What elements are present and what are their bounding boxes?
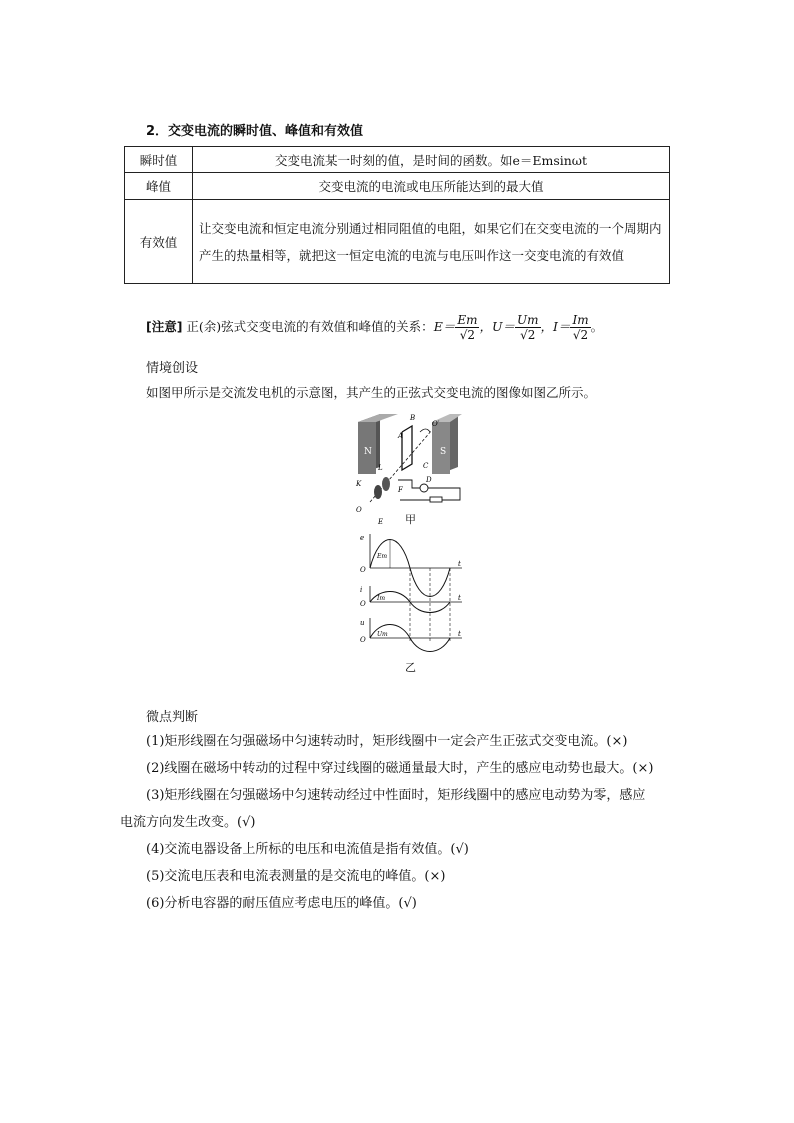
- figure-b-caption: 乙: [405, 661, 416, 674]
- u-axis-label: u: [360, 619, 365, 627]
- i-time-label: t: [458, 594, 461, 602]
- label-K: K: [356, 480, 362, 488]
- e-axis-label: e: [360, 534, 365, 542]
- slip-ring: [374, 485, 382, 499]
- i-peak-label: Im: [377, 595, 386, 602]
- table-desc: 让交变电流和恒定电流分别通过相同阻值的电阻，如果它们在交变电流的一个周期内产生的热量相等，就把这一恒定电流的电流与电压叫作这一交变电流的有效值: [193, 200, 670, 284]
- formula-I: ，I＝: [540, 319, 571, 334]
- u-time-label: t: [458, 630, 461, 638]
- judge-item: (6)分析电容器的耐压值应考虑电压的峰值。(√): [146, 896, 417, 911]
- numerator-Im: Im: [572, 313, 589, 327]
- definition-table: [124, 146, 670, 284]
- judge-item: (2)线圈在磁场中转动的过程中穿过线圈的磁通量最大时，产生的感应电动势也最大。(×): [146, 761, 654, 776]
- label-C: C: [423, 462, 429, 470]
- e-origin: O: [360, 566, 366, 574]
- magnet-n-label: N: [364, 447, 372, 457]
- section-heading: 2．交变电流的瞬时值、峰值和有效值: [146, 124, 364, 139]
- denominator-sqrt2: √2: [520, 328, 536, 342]
- note-tag: [注意]: [146, 319, 183, 334]
- judge-item: (3)矩形线圈在匀强磁场中匀速转动经过中性面时，矩形线圈中的感应电动势为零，感应: [146, 788, 646, 803]
- judge-item: (4)交流电器设备上所标的电压和电流值是指有效值。(√): [146, 842, 469, 857]
- judge-label: 微点判断: [146, 710, 199, 725]
- table-term: 有效值: [125, 200, 193, 284]
- table-desc: 交变电流某一时刻的值，是时间的函数。如e＝Emsinωt: [193, 147, 670, 173]
- table-row: [125, 200, 670, 284]
- judge-item: 电流方向发生改变。(√): [120, 815, 256, 830]
- ammeter-icon: [420, 484, 428, 492]
- i-origin: O: [360, 600, 366, 608]
- slip-ring: [382, 477, 390, 491]
- scene-label: 情境创设: [146, 361, 199, 376]
- label-A: A: [398, 432, 404, 440]
- denominator-sqrt2: √2: [572, 328, 589, 342]
- magnet-n-top: [358, 414, 398, 422]
- e-time-label: t: [458, 560, 461, 568]
- numerator-Um: Um: [517, 313, 539, 327]
- judge-item: (1)矩形线圈在匀强磁场中匀速转动时，矩形线圈中一定会产生正弦式交变电流。(×): [146, 734, 628, 749]
- u-origin: O: [360, 636, 366, 644]
- fraction-U: [515, 313, 541, 342]
- numerator-Em: Em: [457, 313, 478, 327]
- u-waveform: [360, 618, 462, 652]
- note-end: 。: [590, 319, 604, 334]
- note-text: 正(余)弦式交变电流的有效值和峰值的关系：: [186, 319, 434, 334]
- e-waveform: [360, 534, 462, 597]
- note-line: [146, 313, 603, 342]
- magnet-s-label: S: [440, 447, 447, 457]
- table-desc: 交变电流的电流或电压所能达到的最大值: [193, 173, 670, 200]
- judge-item: (5)交流电压表和电流表测量的是交流电的峰值。(×): [146, 869, 446, 884]
- denominator-sqrt2: √2: [459, 328, 476, 342]
- scene-text: 如图甲所示是交流发电机的示意图，其产生的正弦式交变电流的图像如图乙所示。: [146, 385, 597, 400]
- label-O-prime: O′: [432, 420, 440, 428]
- formula-E: E＝: [433, 319, 456, 334]
- label-E: E: [378, 518, 384, 526]
- resistor-icon: [430, 497, 442, 502]
- table-term: 峰值: [125, 173, 193, 200]
- label-D: D: [426, 476, 432, 484]
- e-peak-label: Em: [377, 553, 388, 560]
- fraction-I: [570, 313, 590, 342]
- waveform-figure: [352, 530, 467, 655]
- figure-a-caption: 甲: [405, 513, 416, 526]
- label-O: O: [356, 506, 362, 514]
- u-peak-label: Um: [377, 631, 388, 638]
- table-row: [125, 173, 670, 200]
- table-term: 瞬时值: [125, 147, 193, 173]
- table-row: [125, 147, 670, 173]
- rotation-arrow: [420, 429, 430, 432]
- label-L: L: [378, 464, 383, 472]
- i-waveform: [360, 586, 462, 613]
- formula-U: ，U＝: [479, 319, 515, 334]
- i-axis-label: i: [360, 586, 363, 594]
- label-B: B: [410, 414, 416, 422]
- generator-diagram: [350, 412, 470, 527]
- label-F: F: [398, 486, 403, 494]
- fraction-E: [455, 313, 479, 342]
